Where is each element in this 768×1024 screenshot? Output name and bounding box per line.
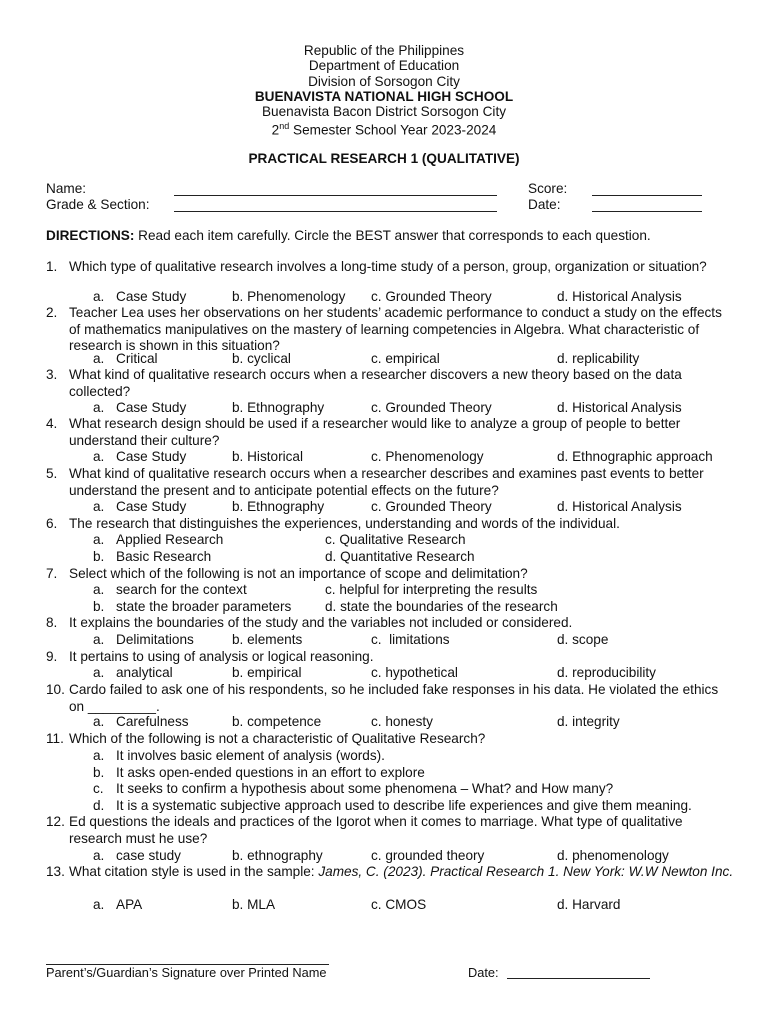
- question-text: [69, 864, 736, 881]
- option-a[interactable]: APA: [116, 897, 143, 912]
- question-text: Teacher Lea uses her observations on her students’ academic performance to conduct a study on the effects of mathematics manipulatives on the mastery of learning competencies in Algebra. What characteristic of research is shown in this situation?: [69, 305, 722, 353]
- question-number: 13.: [46, 864, 65, 879]
- option-a[interactable]: Carefulness: [116, 714, 189, 729]
- option-c[interactable]: c. CMOS: [371, 897, 427, 912]
- option-a[interactable]: search for the context: [116, 582, 247, 597]
- option-b[interactable]: It asks open-ended questions in an effort to explore: [116, 765, 425, 780]
- page-title: PRACTICAL RESEARCH 1 (QUALITATIVE): [248, 151, 520, 166]
- option-a[interactable]: It involves basic element of analysis (words).: [116, 748, 385, 763]
- directions: [46, 228, 651, 243]
- option-c[interactable]: c. grounded theory: [371, 848, 485, 863]
- option-b[interactable]: b. cyclical: [232, 351, 291, 366]
- option-letter: b.: [93, 549, 105, 564]
- option-c[interactable]: c. Grounded Theory: [371, 499, 492, 514]
- option-letter: a.: [93, 582, 105, 597]
- option-letter: d.: [93, 798, 105, 813]
- question-number: 1.: [46, 259, 58, 274]
- grade-field[interactable]: [174, 211, 497, 212]
- school-address: Buenavista Bacon District Sorsogon City: [261, 104, 507, 120]
- question-text: Cardo failed to ask one of his respondents, so he included fake responses in his data. He violated the ethics on _________.: [69, 682, 719, 714]
- name-field[interactable]: [174, 195, 497, 196]
- question-stem: What citation style is used in the sample:: [69, 864, 319, 879]
- question-number: 2.: [46, 305, 58, 320]
- option-b[interactable]: b. empirical: [232, 665, 302, 680]
- letterhead: [0, 43, 768, 138]
- question-text: What research design should be used if a researcher would like to analyze a group of people to better understand their culture?: [69, 416, 681, 448]
- option-b[interactable]: b. MLA: [232, 897, 276, 912]
- option-d[interactable]: It is a systematic subjective approach used to describe life experiences and give them meaning.: [116, 798, 692, 813]
- question-number: 8.: [46, 615, 58, 630]
- option-a[interactable]: Case Study: [116, 499, 187, 514]
- option-d[interactable]: d. scope: [557, 632, 609, 647]
- name-label: Name:: [46, 181, 87, 196]
- option-b[interactable]: state the broader parameters: [116, 599, 292, 614]
- option-letter: a.: [93, 449, 105, 464]
- question-11: [46, 731, 736, 748]
- option-a[interactable]: Applied Research: [116, 532, 224, 547]
- question-number: 9.: [46, 649, 58, 664]
- citation-sample: James, C. (2023). Practical Research 1. New York: W.W Newton Inc.: [318, 864, 734, 879]
- question-4: [46, 416, 736, 449]
- option-d[interactable]: d. Historical Analysis: [557, 499, 682, 514]
- header-line1: Republic of the Philippines: [303, 43, 465, 58]
- option-c[interactable]: c. hypothetical: [371, 665, 458, 680]
- option-letter: a.: [93, 532, 105, 547]
- option-b[interactable]: Basic Research: [116, 549, 212, 564]
- option-c[interactable]: c. Phenomenology: [371, 449, 484, 464]
- question-number: 6.: [46, 516, 58, 531]
- directions-label: DIRECTIONS:: [46, 228, 135, 243]
- question-text: It explains the boundaries of the study and the variables not included or considered.: [69, 615, 573, 630]
- option-b[interactable]: b. elements: [232, 632, 303, 647]
- option-letter: c.: [93, 781, 104, 796]
- school-name: BUENAVISTA NATIONAL HIGH SCHOOL: [254, 88, 514, 104]
- question-text: What kind of qualitative research occurs when a researcher discovers a new theory based on the data collected?: [69, 367, 682, 399]
- option-letter: a.: [93, 897, 105, 912]
- directions-text: Read each item carefully. Circle the BEST answer that corresponds to each question.: [134, 228, 651, 243]
- question-8: [46, 615, 736, 632]
- question-number: 7.: [46, 566, 58, 581]
- option-d[interactable]: d. integrity: [557, 714, 620, 729]
- footer-date-field[interactable]: [507, 978, 650, 979]
- option-a[interactable]: Case Study: [116, 289, 187, 304]
- option-letter: a.: [93, 748, 105, 763]
- semester-suffix: nd: [279, 121, 290, 132]
- question-number: 12.: [46, 814, 65, 829]
- option-d[interactable]: d. Harvard: [557, 897, 621, 912]
- option-d[interactable]: d. phenomenology: [557, 848, 669, 863]
- footer-date-label: Date:: [468, 965, 499, 980]
- option-b[interactable]: b. Historical: [232, 449, 304, 464]
- option-letter: b.: [93, 765, 105, 780]
- question-13: [46, 864, 736, 881]
- option-d[interactable]: d. state the boundaries of the research: [325, 599, 558, 614]
- option-d[interactable]: d. Quantitative Research: [325, 549, 475, 564]
- option-c[interactable]: c. Qualitative Research: [325, 532, 466, 547]
- question-number: 10.: [46, 682, 65, 697]
- question-text: Select which of the following is not an importance of scope and delimitation?: [69, 566, 528, 581]
- question-number: 3.: [46, 367, 58, 382]
- option-d[interactable]: d. Historical Analysis: [557, 289, 682, 304]
- option-c[interactable]: c. helpful for interpreting the results: [325, 582, 538, 597]
- option-a[interactable]: case study: [116, 848, 181, 863]
- option-a[interactable]: Case Study: [116, 400, 187, 415]
- option-letter: a.: [93, 289, 105, 304]
- option-a[interactable]: Delimitations: [116, 632, 194, 647]
- question-5: [46, 466, 736, 499]
- semester-text: Semester School Year 2023-2024: [289, 123, 497, 139]
- option-b[interactable]: b. Ethnography: [232, 499, 325, 514]
- question-text: Ed questions the ideals and practices of the Igorot when it comes to marriage. What type of qualitative research must he use?: [69, 814, 683, 846]
- option-d[interactable]: d. Historical Analysis: [557, 400, 682, 415]
- option-b[interactable]: b. ethnography: [232, 848, 323, 863]
- option-c[interactable]: c. honesty: [371, 714, 433, 729]
- grade-label: Grade & Section:: [46, 197, 150, 212]
- question-6: [46, 516, 736, 533]
- question-number: 4.: [46, 416, 58, 431]
- option-d[interactable]: d. replicability: [557, 351, 640, 366]
- option-a[interactable]: Case Study: [116, 449, 187, 464]
- question-10: [46, 682, 736, 715]
- question-text: What kind of qualitative research occurs when a researcher describes and examines past events to better understand the present and to anticipate potential effects on the future?: [69, 466, 704, 498]
- option-a[interactable]: Critical: [116, 351, 158, 366]
- header-line2: Department of Education: [308, 58, 460, 74]
- option-b[interactable]: b. Ethnography: [232, 400, 325, 415]
- header-line3: Division of Sorsogon City: [308, 73, 460, 89]
- option-letter: a.: [93, 499, 105, 514]
- option-c[interactable]: c. Grounded Theory: [371, 400, 492, 415]
- score-label: Score:: [528, 181, 568, 196]
- semester-number: 2: [271, 123, 280, 139]
- option-c[interactable]: c. limitations: [371, 632, 450, 647]
- option-letter: a.: [93, 351, 105, 366]
- option-letter: b.: [93, 599, 105, 614]
- date-label: Date:: [528, 197, 561, 212]
- question-number: 5.: [46, 466, 58, 481]
- option-d[interactable]: d. Ethnographic approach: [557, 449, 713, 464]
- question-2: [46, 305, 736, 355]
- question-7: [46, 566, 736, 583]
- question-text: Which type of qualitative research involves a long-time study of a person, group, organization or situation?: [69, 259, 707, 274]
- option-letter: a.: [93, 400, 105, 415]
- option-c[interactable]: c. Grounded Theory: [371, 289, 492, 304]
- option-letter: a.: [93, 714, 105, 729]
- option-letter: a.: [93, 848, 105, 863]
- signature-label: Parent’s/Guardian’s Signature over Printed Name: [46, 965, 327, 980]
- date-field[interactable]: [592, 211, 702, 212]
- score-field[interactable]: [592, 195, 702, 196]
- question-text: It pertains to using of analysis or logical reasoning.: [69, 649, 374, 664]
- question-12: [46, 814, 736, 847]
- option-c[interactable]: It seeks to confirm a hypothesis about some phenomena – What? and How many?: [116, 781, 614, 796]
- question-text: Which of the following is not a characteristic of Qualitative Research?: [69, 731, 486, 746]
- question-1: [46, 259, 736, 276]
- option-letter: a.: [93, 632, 105, 647]
- semester-line: [0, 119, 768, 138]
- option-a[interactable]: analytical: [116, 665, 173, 680]
- option-d[interactable]: d. reproducibility: [557, 665, 656, 680]
- option-c[interactable]: c. empirical: [371, 351, 440, 366]
- question-text: The research that distinguishes the experiences, understanding and words of the individual.: [69, 516, 620, 531]
- option-b[interactable]: b. competence: [232, 714, 322, 729]
- question-9: [46, 649, 736, 666]
- question-number: 11.: [46, 731, 64, 746]
- question-3: [46, 367, 736, 400]
- option-letter: a.: [93, 665, 105, 680]
- option-b[interactable]: b. Phenomenology: [232, 289, 346, 304]
